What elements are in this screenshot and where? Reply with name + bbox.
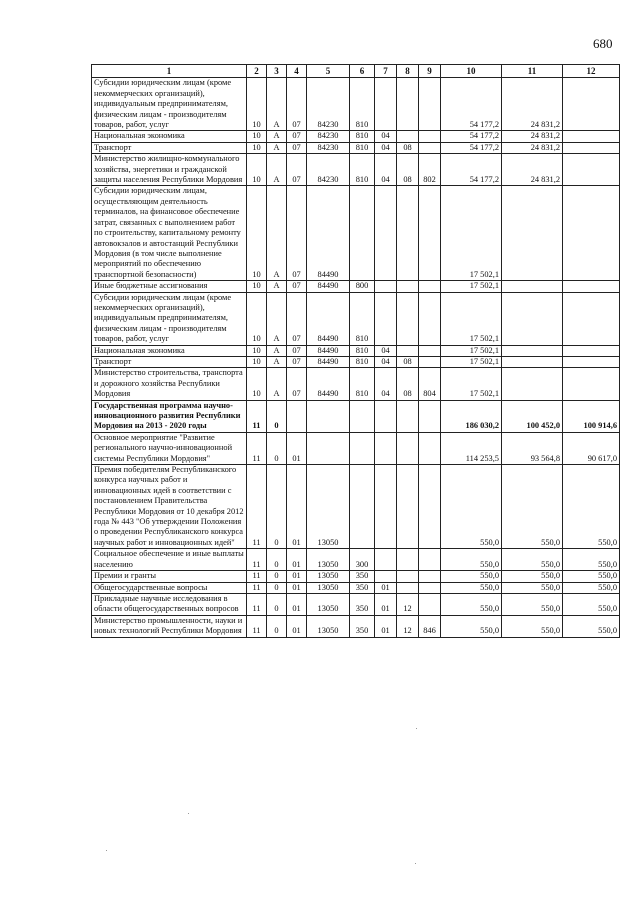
- budget-table: [91, 64, 620, 638]
- code-col-7: 04: [375, 345, 397, 356]
- code-col-9: [419, 281, 441, 292]
- table-row: [92, 571, 620, 582]
- column-header: 1: [92, 65, 247, 78]
- code-col-2: 11: [247, 549, 267, 571]
- code-col-7: 04: [375, 131, 397, 142]
- code-col-9: 804: [419, 368, 441, 400]
- table-row: [92, 281, 620, 292]
- code-col-6: 810: [350, 292, 375, 345]
- column-header: 7: [375, 65, 397, 78]
- code-col-7: [375, 432, 397, 464]
- code-col-9: [419, 465, 441, 549]
- amount-col-10: 550,0: [441, 571, 502, 582]
- code-col-7: 01: [375, 582, 397, 593]
- code-col-2: 10: [247, 356, 267, 367]
- code-col-5: 13050: [307, 593, 350, 615]
- code-col-3: А: [267, 186, 287, 281]
- page-number: 680: [593, 36, 613, 51]
- code-col-8: 08: [397, 368, 419, 400]
- amount-col-10: 54 177,2: [441, 154, 502, 186]
- amount-col-12: [563, 142, 620, 153]
- code-col-8: 08: [397, 142, 419, 153]
- code-col-3: А: [267, 154, 287, 186]
- code-col-5: 13050: [307, 465, 350, 549]
- code-col-6: 810: [350, 142, 375, 153]
- row-description: Субсидии юридическим лицам, осуществляющим деятельность терминалов, на финансовое обеспечение затрат, связанных с выполнением работ по строительству, капитальному ремонту автовокзалов и автостанций Республики Мордовия (в том числе выполнение мероприятий по обеспечению транспортной безопасности): [92, 186, 247, 281]
- amount-col-11: 93 564,8: [502, 432, 563, 464]
- code-col-9: [419, 186, 441, 281]
- table-row: [92, 154, 620, 186]
- code-col-2: 10: [247, 154, 267, 186]
- code-col-3: А: [267, 78, 287, 131]
- code-col-5: 13050: [307, 549, 350, 571]
- code-col-5: 84490: [307, 186, 350, 281]
- code-col-4: 01: [287, 549, 307, 571]
- code-col-9: [419, 356, 441, 367]
- code-col-4: [287, 400, 307, 432]
- code-col-2: 10: [247, 345, 267, 356]
- code-col-7: 04: [375, 142, 397, 153]
- code-col-3: 0: [267, 549, 287, 571]
- code-col-3: 0: [267, 615, 287, 637]
- code-col-2: 10: [247, 368, 267, 400]
- code-col-8: [397, 345, 419, 356]
- code-col-7: 04: [375, 368, 397, 400]
- scan-speck: [415, 863, 416, 864]
- code-col-5: 84230: [307, 154, 350, 186]
- amount-col-11: 24 831,2: [502, 131, 563, 142]
- row-description: Основное мероприятие "Развитие регионального научно-инновационной системы Республики Мордовия": [92, 432, 247, 464]
- scan-speck: [416, 728, 417, 729]
- amount-col-12: [563, 345, 620, 356]
- code-col-6: 810: [350, 368, 375, 400]
- code-col-7: [375, 465, 397, 549]
- code-col-4: 07: [287, 281, 307, 292]
- code-col-8: 12: [397, 593, 419, 615]
- amount-col-10: 17 502,1: [441, 186, 502, 281]
- code-col-4: 01: [287, 615, 307, 637]
- column-header: 8: [397, 65, 419, 78]
- code-col-3: 0: [267, 465, 287, 549]
- code-col-6: 350: [350, 582, 375, 593]
- code-col-9: [419, 582, 441, 593]
- amount-col-11: 24 831,2: [502, 154, 563, 186]
- amount-col-12: 550,0: [563, 593, 620, 615]
- code-col-3: А: [267, 131, 287, 142]
- code-col-3: 0: [267, 582, 287, 593]
- row-description: Национальная экономика: [92, 345, 247, 356]
- code-col-7: 01: [375, 615, 397, 637]
- code-col-5: 84230: [307, 131, 350, 142]
- code-col-9: [419, 292, 441, 345]
- code-col-6: 810: [350, 131, 375, 142]
- amount-col-12: [563, 292, 620, 345]
- amount-col-11: 550,0: [502, 593, 563, 615]
- code-col-5: [307, 432, 350, 464]
- table-row: [92, 78, 620, 131]
- code-col-2: 10: [247, 186, 267, 281]
- column-header: 11: [502, 65, 563, 78]
- code-col-8: [397, 432, 419, 464]
- code-col-7: [375, 281, 397, 292]
- amount-col-12: [563, 356, 620, 367]
- amount-col-11: 550,0: [502, 615, 563, 637]
- code-col-6: 300: [350, 549, 375, 571]
- amount-col-10: 17 502,1: [441, 356, 502, 367]
- table-row: [92, 582, 620, 593]
- code-col-2: 11: [247, 400, 267, 432]
- code-col-2: 10: [247, 281, 267, 292]
- code-col-3: 0: [267, 593, 287, 615]
- amount-col-12: 550,0: [563, 571, 620, 582]
- code-col-6: 810: [350, 345, 375, 356]
- code-col-5: 84490: [307, 368, 350, 400]
- table-row: [92, 465, 620, 549]
- table-row: [92, 142, 620, 153]
- code-col-3: А: [267, 345, 287, 356]
- code-col-2: 10: [247, 131, 267, 142]
- code-col-8: 12: [397, 615, 419, 637]
- amount-col-10: 54 177,2: [441, 131, 502, 142]
- row-description: Иные бюджетные ассигнования: [92, 281, 247, 292]
- row-description: Министерство жилищно-коммунального хозяйства, энергетики и гражданской защиты населения Республики Мордовия: [92, 154, 247, 186]
- code-col-4: 07: [287, 292, 307, 345]
- table-row: [92, 400, 620, 432]
- code-col-6: [350, 186, 375, 281]
- row-description: Транспорт: [92, 142, 247, 153]
- code-col-8: [397, 292, 419, 345]
- amount-col-11: [502, 186, 563, 281]
- table-row: [92, 593, 620, 615]
- code-col-6: 350: [350, 571, 375, 582]
- code-col-6: 810: [350, 154, 375, 186]
- code-col-4: 07: [287, 345, 307, 356]
- code-col-5: 84490: [307, 345, 350, 356]
- code-col-6: 350: [350, 593, 375, 615]
- amount-col-11: 24 831,2: [502, 78, 563, 131]
- code-col-9: [419, 131, 441, 142]
- amount-col-11: [502, 345, 563, 356]
- code-col-6: 350: [350, 615, 375, 637]
- code-col-4: 07: [287, 368, 307, 400]
- amount-col-11: 550,0: [502, 582, 563, 593]
- amount-col-10: 17 502,1: [441, 281, 502, 292]
- amount-col-11: 550,0: [502, 465, 563, 549]
- code-col-7: [375, 186, 397, 281]
- amount-col-12: 550,0: [563, 549, 620, 571]
- column-header: 12: [563, 65, 620, 78]
- code-col-8: [397, 465, 419, 549]
- code-col-8: 08: [397, 154, 419, 186]
- column-header: 4: [287, 65, 307, 78]
- scan-speck: [106, 850, 107, 851]
- code-col-9: [419, 142, 441, 153]
- amount-col-11: 550,0: [502, 571, 563, 582]
- table-header-row: [92, 65, 620, 78]
- table-row: [92, 368, 620, 400]
- code-col-3: 0: [267, 571, 287, 582]
- scan-speck: [188, 813, 189, 814]
- code-col-9: [419, 571, 441, 582]
- code-col-8: [397, 186, 419, 281]
- amount-col-12: 100 914,6: [563, 400, 620, 432]
- amount-col-12: [563, 368, 620, 400]
- code-col-2: 11: [247, 571, 267, 582]
- code-col-6: 800: [350, 281, 375, 292]
- column-header: 2: [247, 65, 267, 78]
- code-col-3: А: [267, 292, 287, 345]
- code-col-3: А: [267, 142, 287, 153]
- table-row: [92, 432, 620, 464]
- amount-col-10: 17 502,1: [441, 345, 502, 356]
- code-col-3: 0: [267, 432, 287, 464]
- code-col-4: 07: [287, 78, 307, 131]
- row-description: Субсидии юридическим лицам (кроме некоммерческих организаций), индивидуальным предпринимателям, физическим лицам - производителям товаров, работ, услуг: [92, 78, 247, 131]
- table-row: [92, 549, 620, 571]
- code-col-2: 11: [247, 582, 267, 593]
- code-col-8: [397, 281, 419, 292]
- code-col-6: [350, 465, 375, 549]
- row-description: Государственная программа научно-инновационного развития Республики Мордовия на 2013 - 2020 годы: [92, 400, 247, 432]
- code-col-6: 810: [350, 356, 375, 367]
- code-col-3: А: [267, 368, 287, 400]
- amount-col-12: [563, 281, 620, 292]
- row-description: Национальная экономика: [92, 131, 247, 142]
- code-col-9: 846: [419, 615, 441, 637]
- amount-col-10: 550,0: [441, 615, 502, 637]
- code-col-7: [375, 78, 397, 131]
- row-description: Премии и гранты: [92, 571, 247, 582]
- amount-col-10: 550,0: [441, 593, 502, 615]
- code-col-7: [375, 571, 397, 582]
- code-col-6: [350, 400, 375, 432]
- amount-col-10: 114 253,5: [441, 432, 502, 464]
- amount-col-10: 550,0: [441, 582, 502, 593]
- code-col-3: А: [267, 281, 287, 292]
- amount-col-11: [502, 281, 563, 292]
- column-header: 6: [350, 65, 375, 78]
- amount-col-12: 90 617,0: [563, 432, 620, 464]
- code-col-8: [397, 582, 419, 593]
- column-header: 3: [267, 65, 287, 78]
- amount-col-12: 550,0: [563, 465, 620, 549]
- amount-col-11: [502, 356, 563, 367]
- code-col-3: А: [267, 356, 287, 367]
- code-col-4: 07: [287, 356, 307, 367]
- amount-col-12: 550,0: [563, 615, 620, 637]
- amount-col-11: 24 831,2: [502, 142, 563, 153]
- code-col-4: 07: [287, 154, 307, 186]
- amount-col-10: 17 502,1: [441, 292, 502, 345]
- table-row: [92, 131, 620, 142]
- row-description: Премия победителям Республиканского конкурса научных работ и инновационных идей в соответствии с постановлением Правительства Республики Мордовия от 10 декабря 2012 года № 443 "Об утверждении Положения о проведении Республиканского конкурса научных работ и инновационных идей": [92, 465, 247, 549]
- code-col-4: 01: [287, 571, 307, 582]
- amount-col-10: 550,0: [441, 549, 502, 571]
- table-body: [92, 65, 620, 638]
- code-col-4: 07: [287, 131, 307, 142]
- code-col-2: 11: [247, 593, 267, 615]
- code-col-7: [375, 549, 397, 571]
- amount-col-10: 17 502,1: [441, 368, 502, 400]
- amount-col-11: [502, 368, 563, 400]
- code-col-9: [419, 345, 441, 356]
- amount-col-10: 54 177,2: [441, 142, 502, 153]
- amount-col-12: [563, 131, 620, 142]
- amount-col-11: 550,0: [502, 549, 563, 571]
- code-col-5: 84490: [307, 356, 350, 367]
- code-col-4: 01: [287, 432, 307, 464]
- code-col-9: [419, 432, 441, 464]
- code-col-8: [397, 571, 419, 582]
- table-row: [92, 345, 620, 356]
- code-col-5: 84490: [307, 292, 350, 345]
- code-col-7: 04: [375, 356, 397, 367]
- amount-col-10: 550,0: [441, 465, 502, 549]
- code-col-7: 01: [375, 593, 397, 615]
- code-col-8: [397, 131, 419, 142]
- code-col-9: [419, 78, 441, 131]
- code-col-4: 01: [287, 593, 307, 615]
- amount-col-11: 100 452,0: [502, 400, 563, 432]
- table-row: [92, 186, 620, 281]
- amount-col-10: 186 030,2: [441, 400, 502, 432]
- amount-col-12: [563, 186, 620, 281]
- code-col-4: 01: [287, 465, 307, 549]
- code-col-4: 07: [287, 142, 307, 153]
- code-col-2: 10: [247, 292, 267, 345]
- code-col-2: 10: [247, 78, 267, 131]
- row-description: Министерство промышленности, науки и новых технологий Республики Мордовия: [92, 615, 247, 637]
- code-col-8: 08: [397, 356, 419, 367]
- code-col-5: 13050: [307, 571, 350, 582]
- code-col-5: 84230: [307, 142, 350, 153]
- code-col-4: 07: [287, 186, 307, 281]
- column-header: 9: [419, 65, 441, 78]
- code-col-9: [419, 593, 441, 615]
- table-row: [92, 356, 620, 367]
- amount-col-12: [563, 154, 620, 186]
- code-col-5: [307, 400, 350, 432]
- code-col-9: [419, 400, 441, 432]
- row-description: Транспорт: [92, 356, 247, 367]
- code-col-5: 84490: [307, 281, 350, 292]
- code-col-4: 01: [287, 582, 307, 593]
- amount-col-10: 54 177,2: [441, 78, 502, 131]
- row-description: Социальное обеспечение и иные выплаты населению: [92, 549, 247, 571]
- code-col-5: 13050: [307, 615, 350, 637]
- code-col-2: 11: [247, 465, 267, 549]
- table-row: [92, 292, 620, 345]
- amount-col-12: [563, 78, 620, 131]
- table-row: [92, 615, 620, 637]
- code-col-7: [375, 400, 397, 432]
- code-col-7: 04: [375, 154, 397, 186]
- code-col-7: [375, 292, 397, 345]
- column-header: 10: [441, 65, 502, 78]
- row-description: Прикладные научные исследования в области общегосударственных вопросов: [92, 593, 247, 615]
- code-col-6: [350, 432, 375, 464]
- row-description: Министерство строительства, транспорта и дорожного хозяйства Республики Мордовия: [92, 368, 247, 400]
- code-col-5: 13050: [307, 582, 350, 593]
- row-description: Общегосударственные вопросы: [92, 582, 247, 593]
- code-col-6: 810: [350, 78, 375, 131]
- code-col-2: 11: [247, 615, 267, 637]
- code-col-9: 802: [419, 154, 441, 186]
- row-description: Субсидии юридическим лицам (кроме некоммерческих организаций), индивидуальным предпринимателям, физическим лицам - производителям товаров, работ, услуг: [92, 292, 247, 345]
- amount-col-12: 550,0: [563, 582, 620, 593]
- amount-col-11: [502, 292, 563, 345]
- code-col-2: 10: [247, 142, 267, 153]
- code-col-5: 84230: [307, 78, 350, 131]
- code-col-3: 0: [267, 400, 287, 432]
- code-col-2: 11: [247, 432, 267, 464]
- code-col-9: [419, 549, 441, 571]
- code-col-8: [397, 549, 419, 571]
- column-header: 5: [307, 65, 350, 78]
- code-col-8: [397, 400, 419, 432]
- code-col-8: [397, 78, 419, 131]
